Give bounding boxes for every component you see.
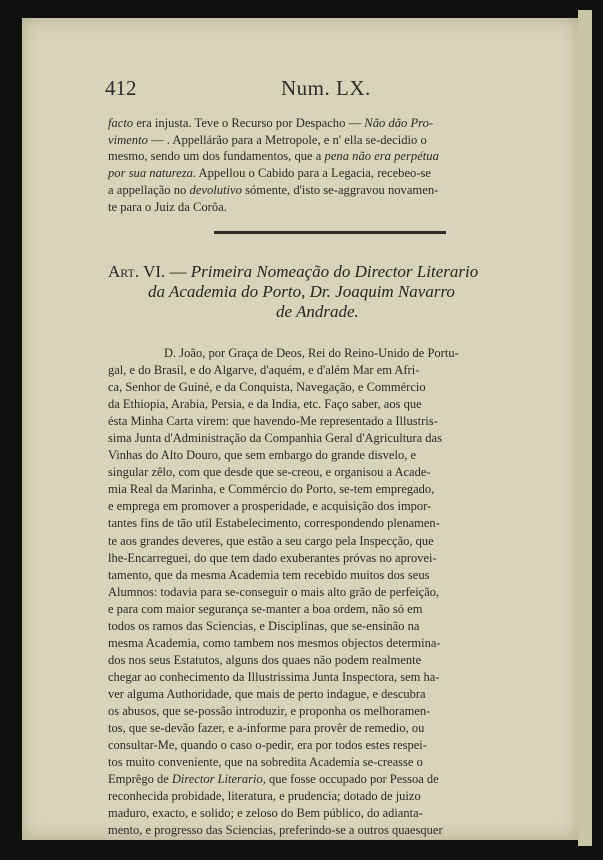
italic-text: pena não era perpétua: [324, 149, 439, 164]
text-line: [108, 447, 512, 464]
text-line: [108, 788, 512, 805]
roman-text: Appellou o Cabido para a Legacia, recebeo-se: [196, 166, 432, 181]
text-line: [108, 115, 512, 132]
text-line: [108, 464, 512, 481]
text-line: [108, 703, 512, 720]
italic-text: vimento: [108, 132, 148, 147]
roman-text: lhe-Encarreguei, do que tem dado exuberantes próvas no aprovei-: [108, 550, 437, 565]
text-line: [108, 737, 512, 754]
text-line: [108, 805, 512, 822]
roman-text: mesmo, sendo um dos fundamentos, que a: [108, 149, 325, 164]
roman-text: sima Junta d'Administração da Companhia Geral d'Agricultura das: [108, 431, 442, 446]
running-title: Num. LX.: [281, 76, 371, 100]
roman-text: mia Real da Marinha, e Commércio do Porto, se-tem empregado,: [108, 482, 435, 497]
text-line: [108, 199, 512, 216]
text-line: [108, 686, 512, 703]
roman-text: sómente, d'isto se-aggravou novamen-: [241, 182, 439, 197]
section-divider: [214, 231, 446, 234]
roman-text: maduro, exacto, e solido; e zeloso do Bem público, do adianta-: [108, 806, 423, 821]
text-line: [108, 515, 512, 532]
italic-text: Não dão Pro-: [364, 116, 434, 130]
page-number: 412: [105, 76, 137, 100]
roman-text: mento, e progresso das Sciencias, preferindo-se a outros quaesquer: [108, 823, 443, 838]
roman-text: reconhecida probidade, literatura, e prudencia; dotado de juizo: [108, 789, 421, 804]
continued-paragraph: [108, 115, 512, 215]
text-line: [108, 652, 512, 669]
roman-text: , que fosse occupado por Pessoa de: [262, 772, 439, 787]
roman-text: chegar ao conhecimento da Illustrissima Junta Inspectora, sem ha-: [108, 669, 440, 684]
page-header: [105, 68, 500, 98]
roman-text: Vinhas do Alto Douro, que sem embargo do grande disvelo, e: [108, 448, 416, 463]
roman-text: singular zêlo, com que desde que se-creou, e organisou a Acade-: [108, 465, 431, 480]
italic-text: por sua natureza.: [108, 166, 197, 181]
italic-text: Director Literario: [171, 772, 263, 787]
text-line: [108, 498, 512, 515]
roman-text: gal, e do Brasil, e do Algarve, d'aquém, e d'além Mar em Afri-: [108, 363, 420, 378]
roman-text: ver alguma Authoridade, que mais de perto indague, e descubra: [108, 686, 426, 701]
roman-text: era injusta. Teve o Recurso por Despacho —: [133, 116, 365, 130]
roman-text: consultar-Me, quando o caso o-pedir, era por todos estes respei-: [108, 738, 427, 753]
text-line: [108, 165, 512, 182]
italic-text: devolutivo: [189, 182, 242, 197]
article-title-text-3: de Andrade.: [276, 302, 359, 321]
roman-text: da Ethiopia, Arabia, Persia, e da India, etc. Faço saber, aos que: [108, 397, 422, 412]
roman-text: te para o Juiz da Corôa.: [108, 199, 227, 214]
roman-text: tamento, que da mesma Academia tem recebido muitos dos seus: [108, 567, 430, 582]
text-line: [108, 669, 512, 686]
roman-text: ca, Senhor de Guiné, e da Conquista, Navegação, e Commércio: [108, 380, 426, 395]
roman-text: e para com maior segurança se-manter a boa ordem, não só em: [108, 601, 423, 616]
text-line: [108, 430, 512, 447]
roman-text: Emprêgo de: [108, 772, 172, 787]
roman-text: mesma Academia, como tambem nos mesmos objectos determina-: [108, 635, 441, 650]
roman-text: dos nos seus Estatutos, alguns dos quaes não podem realmente: [108, 652, 422, 667]
article-heading-line-2: [108, 282, 512, 302]
text-line: [108, 148, 512, 165]
text-line: [108, 567, 512, 584]
text-line: [108, 362, 512, 379]
roman-text: — . Appellárão para a Metropole, e n' ella se-decidio o: [147, 132, 427, 147]
text-line: [108, 720, 512, 737]
text-line: [108, 584, 512, 601]
text-line: [108, 754, 512, 771]
article-heading-line-3: [108, 302, 512, 322]
roman-text: te aos grandes deveres, que estão a seu cargo pela Inspecção, que: [108, 533, 434, 548]
roman-text: tos muito conveniente, que na sobredita Academia se-creasse o: [108, 755, 423, 770]
text-line: [108, 345, 512, 362]
next-page-edge: [578, 10, 592, 846]
roman-text: D. João, por Graça de Deos, Rei do Reino-Unido de Portu-: [164, 346, 459, 360]
text-line: [108, 550, 512, 567]
roman-text: a appellação no: [108, 182, 190, 197]
article-title-text-1: Primeira Nomeação do Director Literario: [190, 262, 479, 281]
text-line: [108, 379, 512, 396]
text-line: [108, 771, 512, 788]
article-title-text-2: da Academia do Porto, Dr. Joaquim Navarro: [148, 282, 455, 301]
italic-text: facto: [108, 116, 134, 130]
text-line: [108, 618, 512, 635]
text-line: [108, 413, 512, 430]
text-line: [108, 601, 512, 618]
text-line: [108, 635, 512, 652]
roman-text: Alumnos: todavia para se-conseguir o mais alto grão de perfeição,: [108, 584, 440, 599]
roman-text: os abusos, que se-possão introduzir, e proponha os melhoramen-: [108, 703, 431, 718]
roman-text: ésta Minha Carta virem: que havendo-Me representado a Illustris-: [108, 414, 438, 429]
text-line: [108, 822, 512, 839]
text-line: [108, 533, 512, 550]
text-line: [108, 396, 512, 413]
text-line: [108, 481, 512, 498]
roman-text: tos, que se-devão fazer, e a-informe para provêr de remedio, ou: [108, 721, 425, 736]
roman-text: todos os ramos das Sciencias, e Disciplinas, que se-ensinão na: [108, 618, 420, 633]
article-number: Art. VI. —: [108, 262, 187, 281]
roman-text: tantes fins de tão util Estabelecimento, correspondendo plenamen-: [108, 516, 440, 531]
roman-text: e emprega em promover a prosperidade, e acquisição dos impor-: [108, 499, 432, 514]
article-heading: [108, 262, 512, 322]
article-heading-line-1: [108, 262, 512, 282]
decree-paragraph: [108, 345, 512, 839]
text-line: [108, 182, 512, 199]
text-line: [108, 132, 512, 149]
